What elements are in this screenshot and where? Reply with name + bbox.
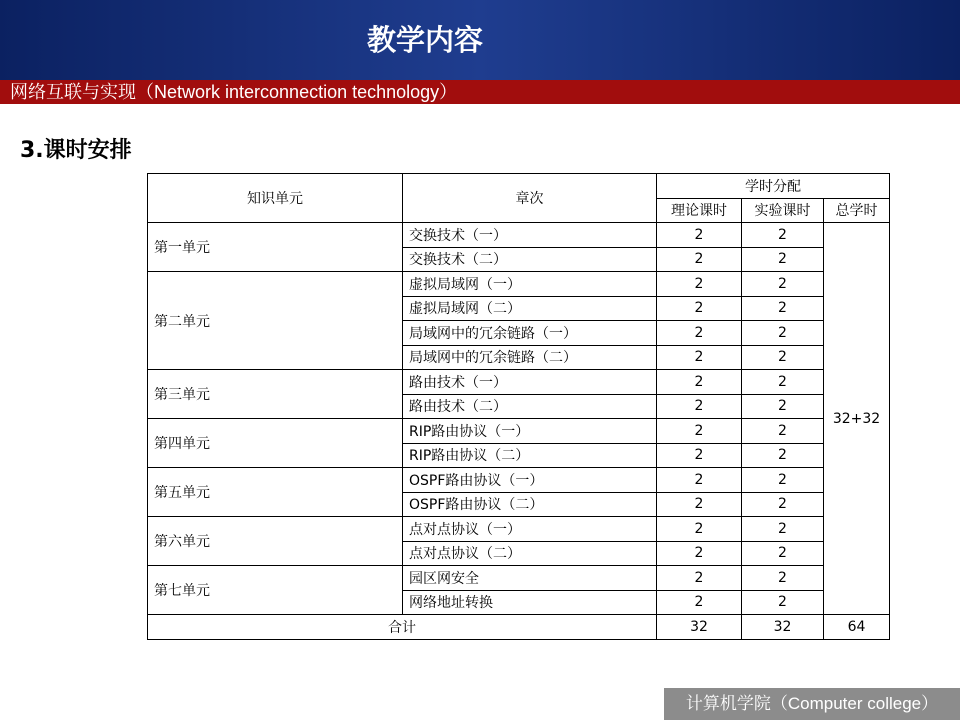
unit-cell: 第五单元 bbox=[148, 468, 403, 517]
chapter-cell: 路由技术（一） bbox=[403, 370, 657, 395]
chapter-cell: 局域网中的冗余链路（二） bbox=[403, 345, 657, 370]
lab-hours-cell: 2 bbox=[742, 419, 824, 444]
section-heading: 3.课时安排 bbox=[20, 138, 132, 163]
lab-hours-cell: 2 bbox=[742, 296, 824, 321]
theory-hours-cell: 2 bbox=[657, 566, 742, 591]
chapter-cell: RIP路由协议（一） bbox=[403, 419, 657, 444]
theory-hours-cell: 2 bbox=[657, 296, 742, 321]
table-row bbox=[148, 370, 890, 395]
chapter-cell: 虚拟局域网（一） bbox=[403, 272, 657, 297]
course-title: 网络互联与实现（Network interconnection technology） bbox=[10, 82, 458, 102]
header-theory: 理论课时 bbox=[657, 198, 742, 223]
unit-cell: 第二单元 bbox=[148, 272, 403, 370]
theory-hours-cell: 2 bbox=[657, 468, 742, 493]
chapter-cell: 交换技术（一） bbox=[403, 223, 657, 248]
total-hours-cell: 32+32 bbox=[824, 223, 890, 615]
page-title: 教学内容 bbox=[366, 23, 483, 57]
chapter-cell: RIP路由协议（二） bbox=[403, 443, 657, 468]
unit-cell: 第四单元 bbox=[148, 419, 403, 468]
table-row bbox=[148, 517, 890, 542]
lab-hours-cell: 2 bbox=[742, 590, 824, 615]
chapter-cell: 虚拟局域网（二） bbox=[403, 296, 657, 321]
theory-hours-cell: 2 bbox=[657, 443, 742, 468]
lab-hours-cell: 2 bbox=[742, 345, 824, 370]
chapter-cell: 网络地址转换 bbox=[403, 590, 657, 615]
theory-hours-cell: 2 bbox=[657, 223, 742, 248]
title-banner bbox=[0, 0, 960, 80]
table-row bbox=[148, 419, 890, 444]
schedule-table bbox=[147, 173, 890, 640]
theory-hours-cell: 2 bbox=[657, 492, 742, 517]
header-chapter: 章次 bbox=[403, 174, 657, 223]
chapter-cell: OSPF路由协议（二） bbox=[403, 492, 657, 517]
theory-hours-cell: 2 bbox=[657, 370, 742, 395]
table-row bbox=[148, 468, 890, 493]
lab-hours-cell: 2 bbox=[742, 468, 824, 493]
chapter-cell: 点对点协议（二） bbox=[403, 541, 657, 566]
chapter-cell: 点对点协议（一） bbox=[403, 517, 657, 542]
header-hours-group: 学时分配 bbox=[657, 174, 890, 199]
lab-hours-cell: 2 bbox=[742, 517, 824, 542]
theory-hours-cell: 2 bbox=[657, 419, 742, 444]
sum-total-cell: 64 bbox=[824, 615, 890, 640]
theory-hours-cell: 2 bbox=[657, 394, 742, 419]
lab-hours-cell: 2 bbox=[742, 492, 824, 517]
lab-hours-cell: 2 bbox=[742, 566, 824, 591]
table-row bbox=[148, 566, 890, 591]
chapter-cell: 园区网安全 bbox=[403, 566, 657, 591]
theory-hours-cell: 2 bbox=[657, 321, 742, 346]
header-total: 总学时 bbox=[824, 198, 890, 223]
lab-hours-cell: 2 bbox=[742, 321, 824, 346]
sum-lab-cell: 32 bbox=[742, 615, 824, 640]
chapter-cell: 局域网中的冗余链路（一） bbox=[403, 321, 657, 346]
table-header-row bbox=[148, 174, 890, 199]
chapter-cell: 路由技术（二） bbox=[403, 394, 657, 419]
theory-hours-cell: 2 bbox=[657, 272, 742, 297]
lab-hours-cell: 2 bbox=[742, 541, 824, 566]
sum-theory-cell: 32 bbox=[657, 615, 742, 640]
theory-hours-cell: 2 bbox=[657, 247, 742, 272]
theory-hours-cell: 2 bbox=[657, 517, 742, 542]
lab-hours-cell: 2 bbox=[742, 443, 824, 468]
unit-cell: 第三单元 bbox=[148, 370, 403, 419]
theory-hours-cell: 2 bbox=[657, 345, 742, 370]
chapter-cell: 交换技术（二） bbox=[403, 247, 657, 272]
table-row bbox=[148, 272, 890, 297]
sum-row bbox=[148, 615, 890, 640]
unit-cell: 第一单元 bbox=[148, 223, 403, 272]
lab-hours-cell: 2 bbox=[742, 394, 824, 419]
chapter-cell: OSPF路由协议（一） bbox=[403, 468, 657, 493]
header-unit: 知识单元 bbox=[148, 174, 403, 223]
unit-cell: 第六单元 bbox=[148, 517, 403, 566]
lab-hours-cell: 2 bbox=[742, 223, 824, 248]
sum-label-cell: 合计 bbox=[148, 615, 657, 640]
lab-hours-cell: 2 bbox=[742, 247, 824, 272]
theory-hours-cell: 2 bbox=[657, 541, 742, 566]
table-row bbox=[148, 223, 890, 248]
footer-label: 计算机学院（Computer college） bbox=[664, 688, 960, 720]
lab-hours-cell: 2 bbox=[742, 272, 824, 297]
course-bar bbox=[0, 80, 960, 104]
theory-hours-cell: 2 bbox=[657, 590, 742, 615]
header-lab: 实验课时 bbox=[742, 198, 824, 223]
unit-cell: 第七单元 bbox=[148, 566, 403, 615]
lab-hours-cell: 2 bbox=[742, 370, 824, 395]
